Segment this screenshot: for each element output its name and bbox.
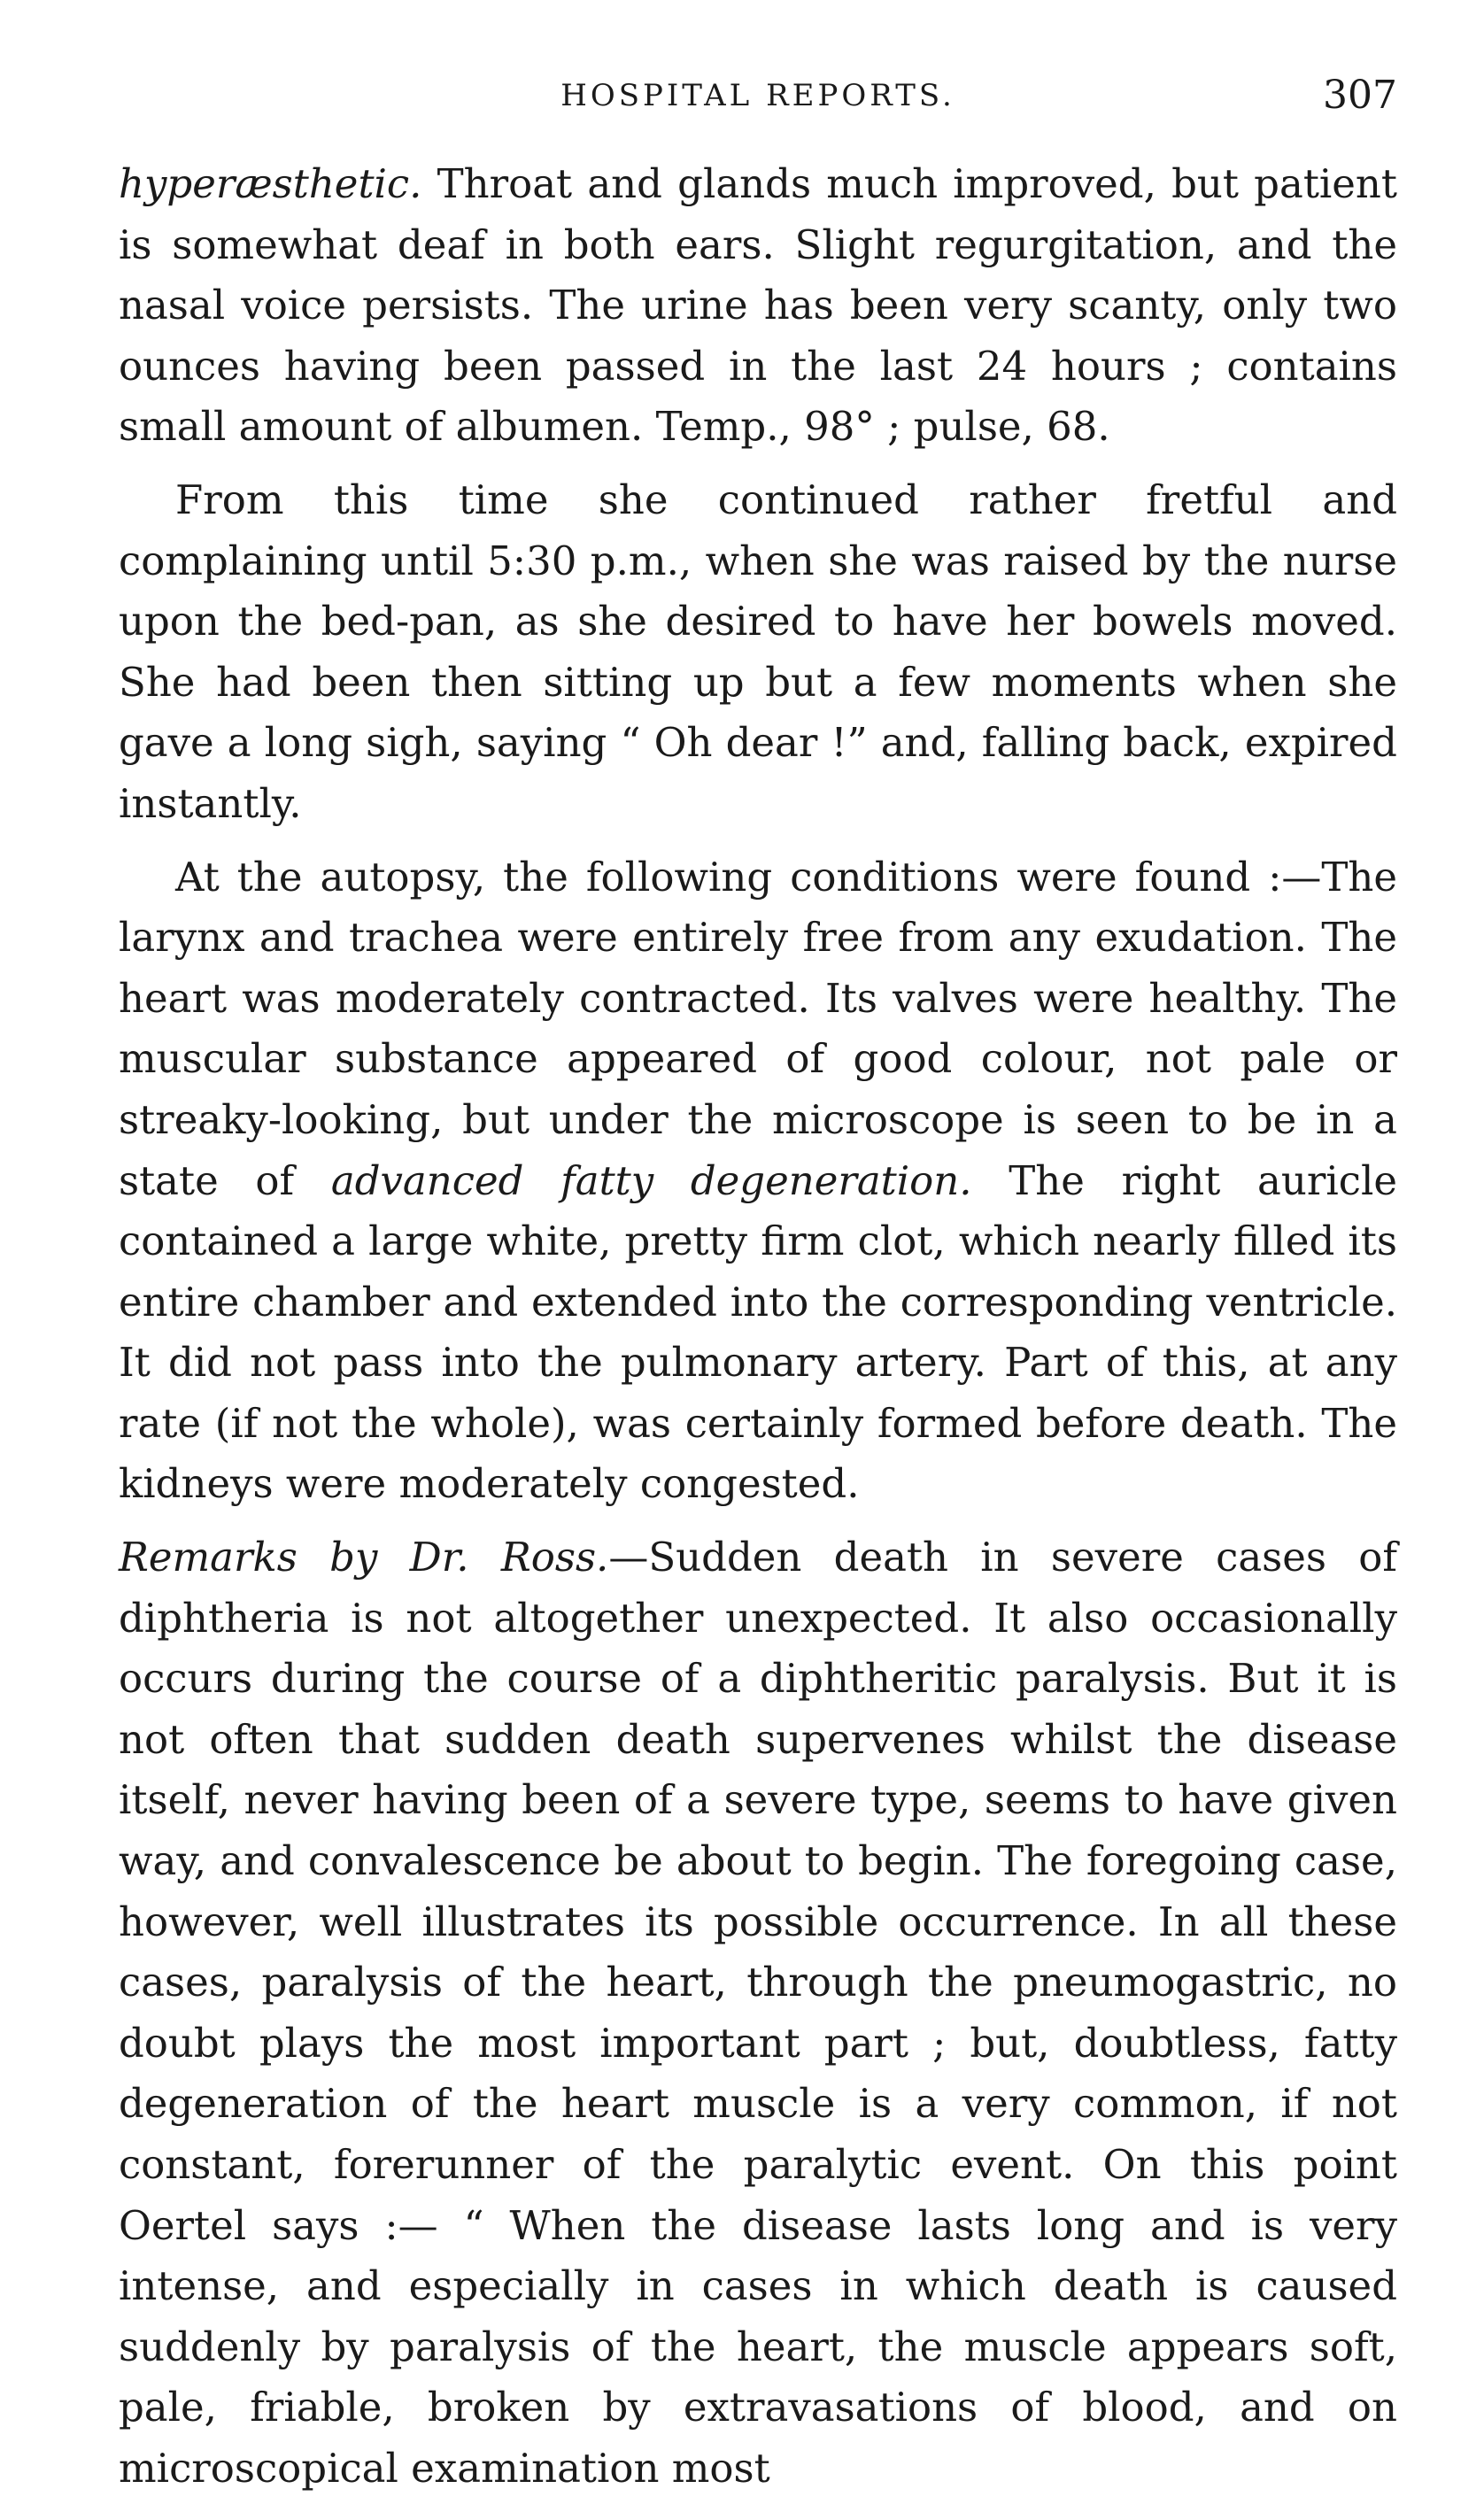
paragraph-4	[119, 1527, 1397, 2500]
italic-lead-remarks: Remarks by Dr. Ross.	[119, 1534, 609, 1581]
paragraph-3-text-before: At the autopsy, the following conditions were found :—The larynx and trachea were entirely free from any exudation. The heart was moderately contracted. Its valves were healthy. The muscular substance appeared of good colour, not pale or streaky-looking, but under the microscope is seen to be in a state of	[119, 853, 1397, 1204]
italic-advanced-fatty-degeneration: advanced fatty degeneration.	[330, 1156, 972, 1204]
paragraph-3	[119, 847, 1397, 1516]
paragraph-2-text: From this time she continued rather fretful and complaining until 5:30 p.m., when she was raised by the nurse upon the bed-pan, as she desired to have her bowels moved. She had been then sitting up but a few moments when she gave a long sigh, saying “ Oh dear !” and, falling back, expired instantly.	[119, 475, 1397, 827]
paragraph-3-text-after: The right auricle contained a large white, pretty firm clot, which nearly filled its entire chamber and extended into the corresponding ventricle. It did not pass into the pulmonary artery. Part of this, at any rate (if not the whole), was certainly formed before death. The kidneys were moderately congested.	[119, 1156, 1397, 1508]
running-title: HOSPITAL REPORTS.	[560, 78, 955, 113]
italic-lead-hyperaesthetic: hyperæsthetic.	[119, 160, 422, 207]
paragraph-1	[119, 154, 1397, 458]
page-number: 307	[1323, 73, 1397, 118]
paragraph-1-text: Throat and glands much improved, but patient is somewhat deaf in both ears. Slight regurgitation, and the nasal voice persists. The urine has been very scanty, only two ounces having been passed in the last 24 hours ; contains small amount of albumen. Temp., 98° ; pulse, 68.	[119, 160, 1397, 451]
book-page	[119, 73, 1397, 2512]
body-text	[119, 154, 1397, 2500]
paragraph-4-text: —Sudden death in severe cases of diphtheria is not altogether unexpected. It also occasionally occurs during the course of a diphtheritic paralysis. But it is not often that sudden death supervenes whilst the disease itself, never having been of a severe type, seems to have given way, and convalescence be about to begin. The foregoing case, however, well illustrates its possible occurrence. In all these cases, paralysis of the heart, through the pneumogastric, no doubt plays the most important part ; but, doubtless, fatty degeneration of the heart muscle is a very common, if not constant, forerunner of the paralytic event. On this point Oertel says :— “ When the disease lasts long and is very intense, and especially in cases in which death is caused suddenly by paralysis of the heart, the muscle appears soft, pale, friable, broken by extravasations of blood, and on microscopical examination most	[119, 1534, 1397, 2492]
running-head	[119, 73, 1397, 135]
paragraph-2	[119, 470, 1397, 835]
